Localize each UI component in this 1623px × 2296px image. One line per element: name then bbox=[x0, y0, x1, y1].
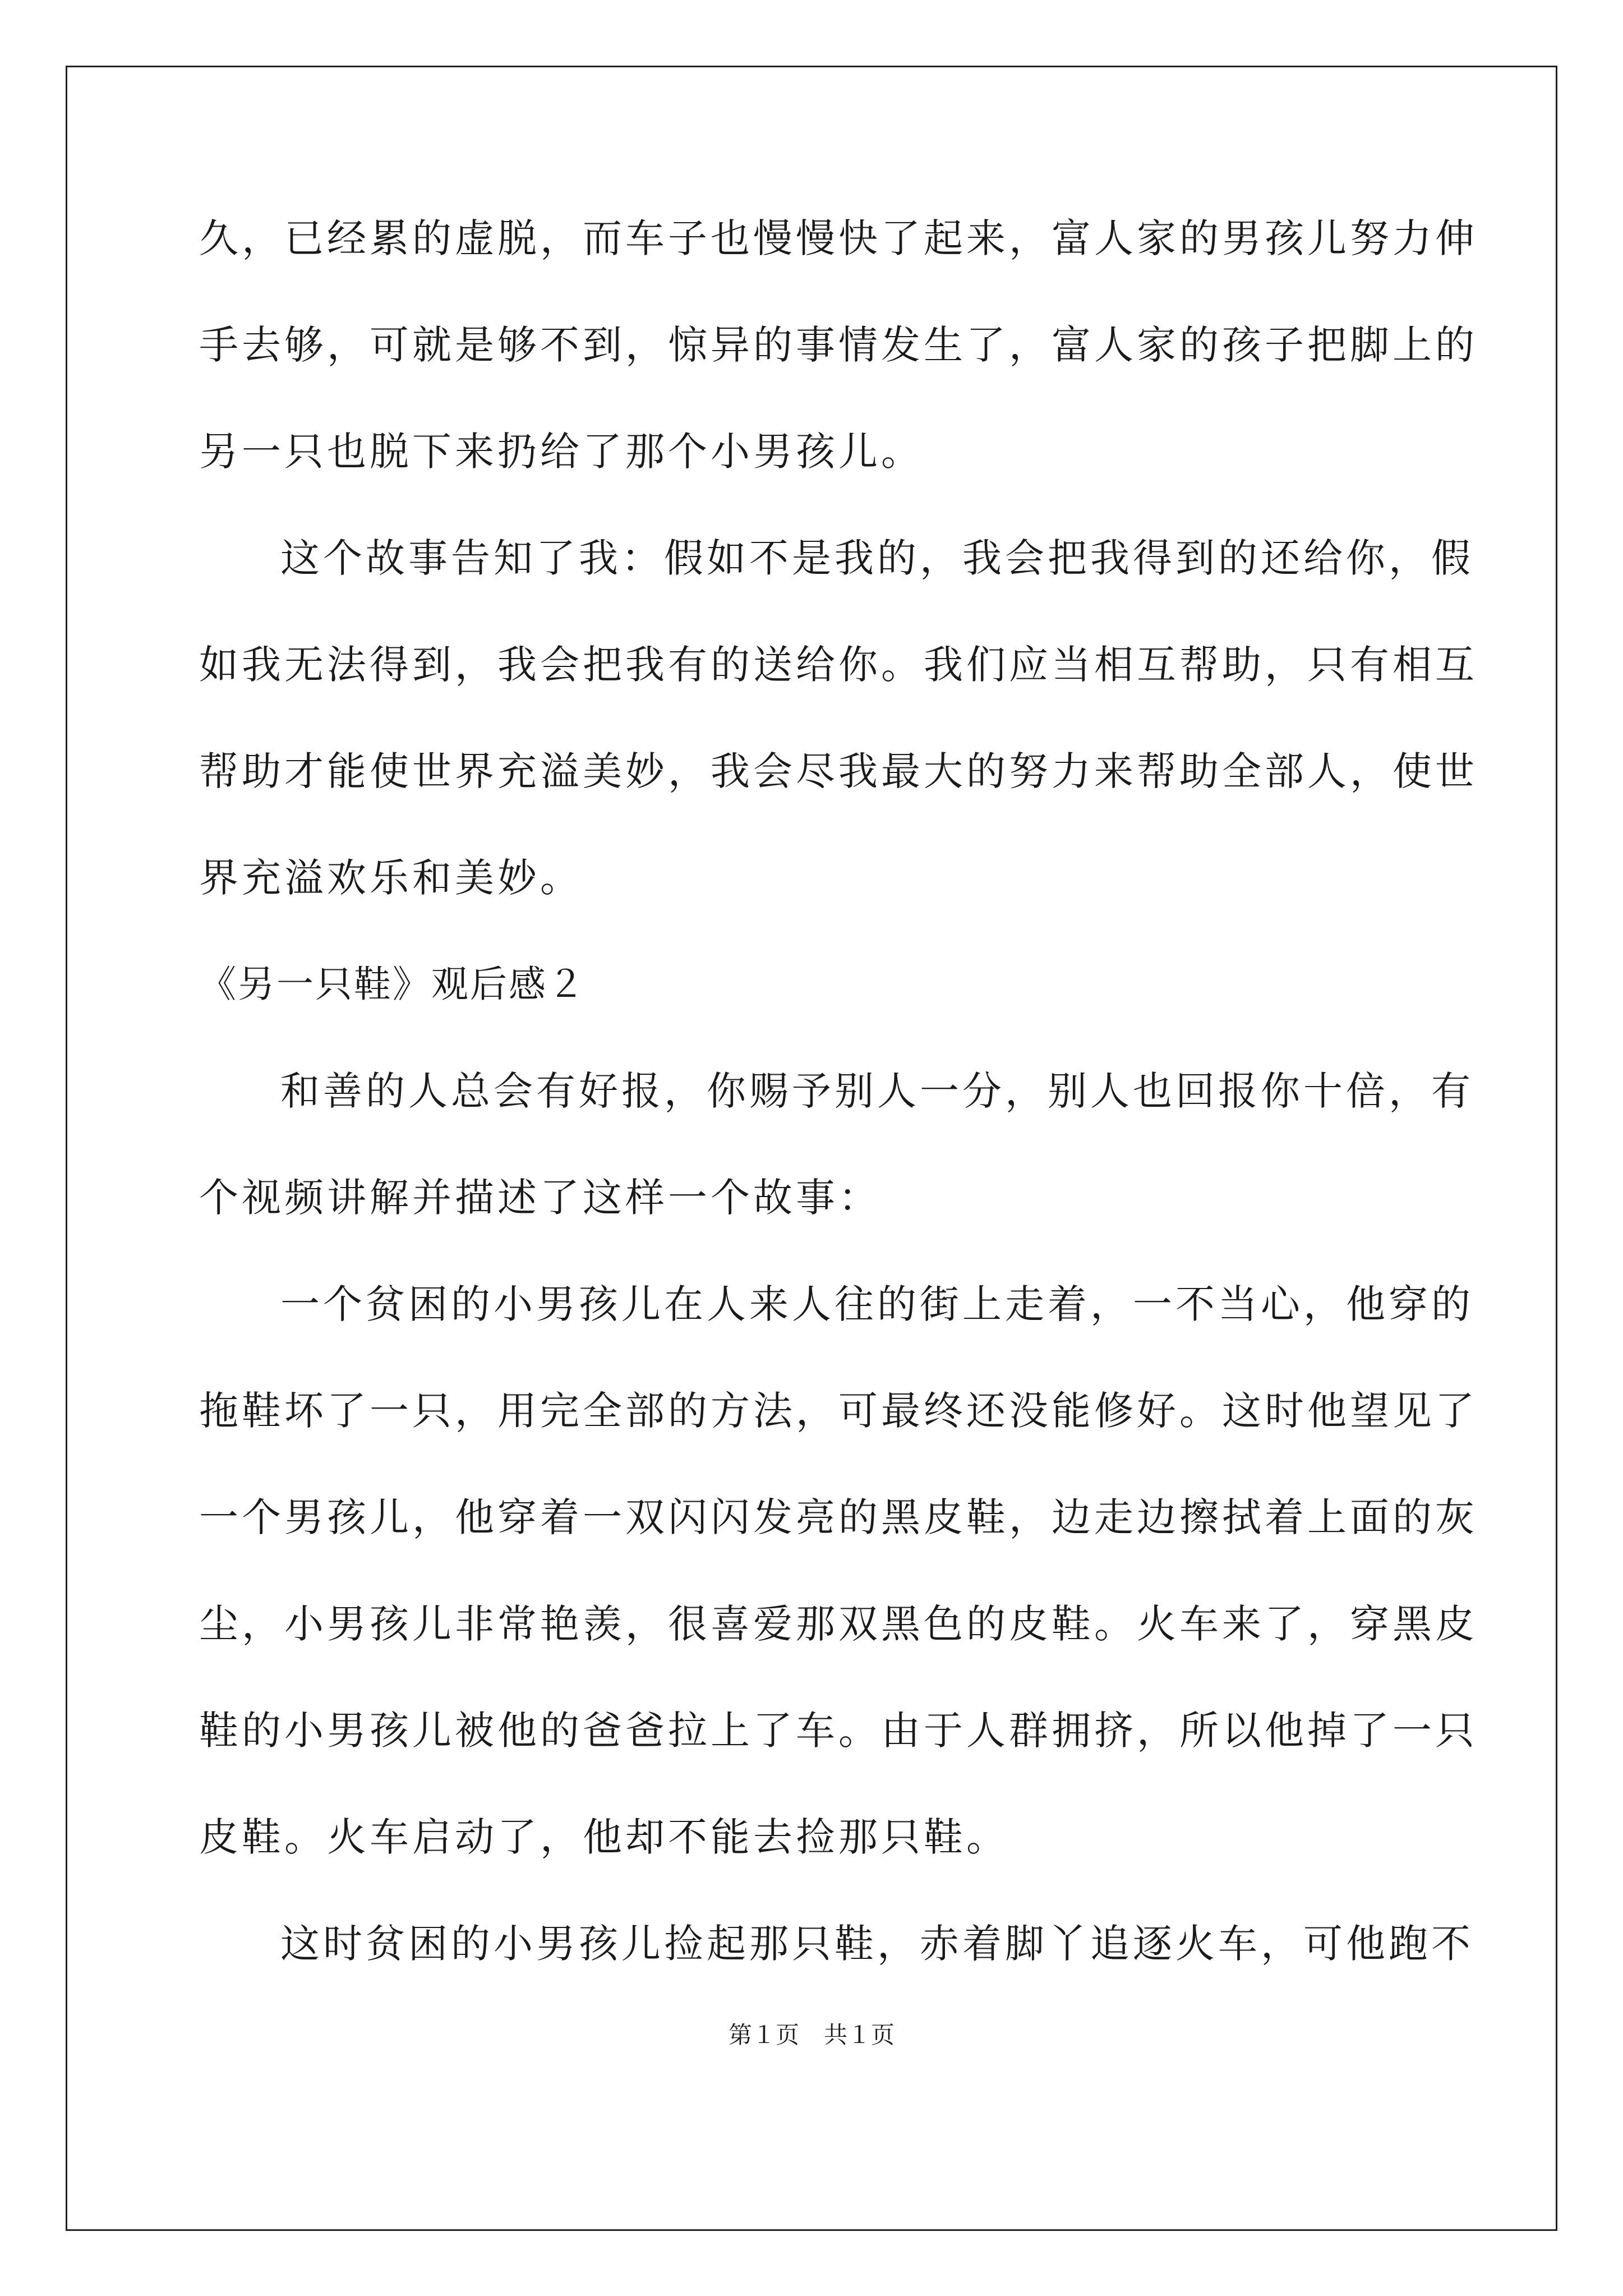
page-number: 第１页 bbox=[728, 2021, 799, 2049]
paragraph-line: 久，已经累的虚脱，而车子也慢慢快了起来，富人家的男孩儿努力伸 bbox=[199, 215, 1478, 261]
paragraph-line: 另一只也脱下来扔给了那个小男孩儿。 bbox=[199, 429, 924, 475]
paragraph-line: 手去够，可就是够不到，惊异的事情发生了，富人家的孩子把脚上的 bbox=[199, 322, 1478, 368]
paragraph-line: 这个故事告知了我：假如不是我的，我会把我得到的还给你，假 bbox=[280, 535, 1474, 581]
paragraph-line: 拖鞋坏了一只，用完全部的方法，可最终还没能修好。这时他望见了 bbox=[199, 1388, 1478, 1434]
section-heading: 《另一只鞋》观后感２ bbox=[199, 963, 586, 1006]
page-footer bbox=[0, 2018, 1623, 2052]
paragraph-line: 这时贫困的小男孩儿捡起那只鞋，赤着脚丫追逐火车，可他跑不 bbox=[280, 1921, 1474, 1967]
paragraph-line: 和善的人总会有好报，你赐予别人一分，别人也回报你十倍，有 bbox=[280, 1068, 1474, 1114]
paragraph-line: 尘，小男孩儿非常艳羡，很喜爱那双黑色的皮鞋。火车来了，穿黑皮 bbox=[199, 1601, 1478, 1647]
paragraph-line: 一个男孩儿，他穿着一双闪闪发亮的黑皮鞋，边走边擦拭着上面的灰 bbox=[199, 1494, 1478, 1540]
document-body bbox=[199, 185, 1478, 1997]
paragraph-line: 皮鞋。火车启动了，他却不能去捡那只鞋。 bbox=[199, 1814, 1009, 1860]
paragraph-line: 帮助才能使世界充溢美妙，我会尽我最大的努力来帮助全部人，使世 bbox=[199, 748, 1478, 794]
paragraph-line: 一个贫困的小男孩儿在人来人往的街上走着，一不当心，他穿的 bbox=[280, 1281, 1474, 1327]
paragraph-line: 界充溢欢乐和美妙。 bbox=[199, 855, 583, 901]
paragraph-line: 如我无法得到，我会把我有的送给你。我们应当相互帮助，只有相互 bbox=[199, 642, 1478, 688]
paragraph-line: 个视频讲解并描述了这样一个故事： bbox=[199, 1175, 881, 1221]
page-total: 共１页 bbox=[824, 2021, 895, 2049]
paragraph-line: 鞋的小男孩儿被他的爸爸拉上了车。由于人群拥挤，所以他掉了一只 bbox=[199, 1708, 1478, 1754]
